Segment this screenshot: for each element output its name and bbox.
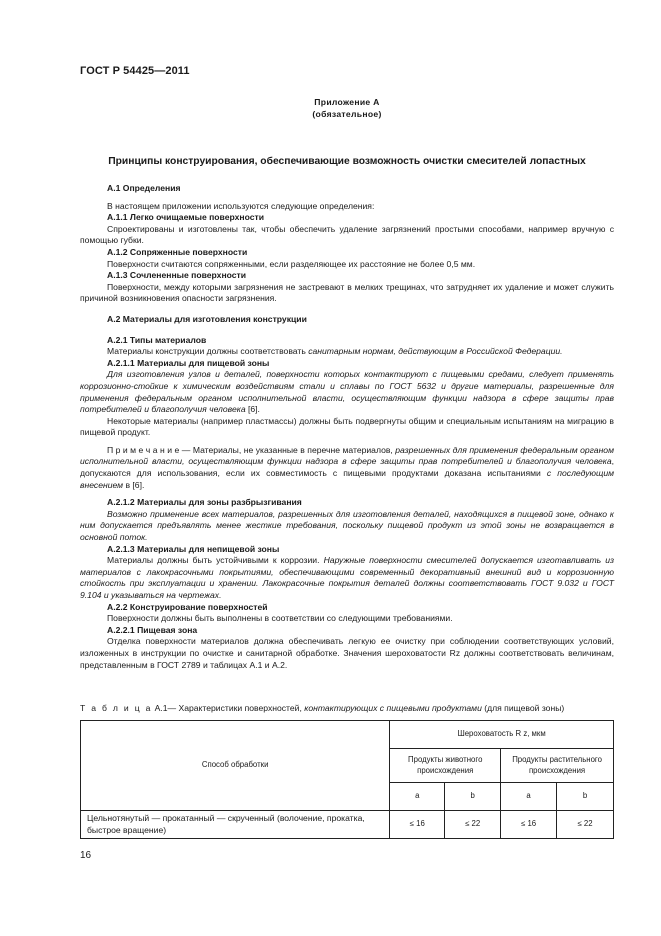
section-a1-heading: А.1 Определения [107,183,181,193]
section-a22-heading: А.2.2 Конструирование поверхностей [107,601,268,612]
page-number: 16 [80,850,92,861]
table-row [81,811,614,839]
section-a211-text2: Некоторые материалы (например пластмассы) должны быть подвергнуты общим и специальным испытаниям на миграцию в пищевой продукт. [80,415,614,438]
table-cell-value: ≤ 22 [557,811,614,839]
table-subheader-a: а [390,783,445,811]
section-a11-heading: А.1.1 Легко очищаемые поверхности [107,212,265,223]
table-header-roughness: Шероховатость R z, мкм [390,721,614,749]
table-caption-label: Т а б л и ц а [80,703,153,713]
section-a13-text: Поверхности, между которыми загрязнения не застревают в мелких трещинах, что затрудняет их удаление и может служить причиной возникновения опасности загрязнения. [80,281,614,304]
section-a11-text: Спроектированы и изготовлены так, чтобы обеспечить удаление загрязнений простыми способами, например вручную с помощью губки. [80,223,614,246]
table-header-method: Способ обработки [81,721,390,811]
section-a12-heading: А.1.2 Сопряженные поверхности [107,246,248,257]
table-cell-value: ≤ 16 [501,811,557,839]
section-a1-intro: В настоящем приложении используются следующие определения: [107,200,375,211]
section-a22-text: Поверхности должны быть выполнены в соответствии со следующими требованиями. [107,613,453,624]
note-label: П р и м е ч а н и е [107,444,180,455]
surface-characteristics-table [80,720,614,839]
section-a2-heading: А.2 Материалы для изготовления конструкции [107,313,307,324]
section-a211-text: Для изготовления узлов и деталей, поверхности которых контактируют с пищевыми средами, следует применять коррозионно-стойкие к химическим воздействиям стали и сплавы по ГОСТ 5632 и другие материалы, разрешенные для применения федеральным органом исполнительной власти, осуществляющим функции надзора в сфере защиты прав потребителей и благополучия человека [6]. [80,369,614,415]
section-a213-text: Материалы должны быть устойчивыми к коррозии. Наружные поверхности смесителей допускается изготавливать из материалов с лакокрасочными покрытиями, обеспечивающими современный декоративный внешний вид и коррозионную стойкость при эксплуатации и хранении. Лакокрасочные покрытия деталей должны соответствовать ГОСТ 9.032 и ГОСТ 9.104 и указываться на чертежах. [80,555,614,600]
section-a213-heading: А.2.1.3 Материалы для непищевой зоны [107,543,280,554]
note-paragraph: П р и м е ч а н и е — Материалы, не указанные в перечне материалов, разрешенных для применения федеральным органом исполнительной власти, осуществляющим функции надзора в сфере защиты прав потребителей и благополучия человека, допускаются для использования, если их совместимость с пищевыми продуктами доказана испытаниями с последующим внесением в [6]. [80,444,614,490]
section-a221-text: Отделка поверхности материалов должна обеспечивать легкую ее очистку при соблюдении соответствующих условий, изложенных в инструкции по очистке и санитарной обработке. Значения шероховатости Rz должны соответствовать величинам, представленным в ГОСТ 2789 и таблицах А.1 и А.2. [80,636,614,670]
table-header-animal-products: Продукты животного происхождения [390,749,501,783]
annex-heading [80,96,614,120]
main-title: Принципы конструирования, обеспечивающие возможность очистки смесителей лопастных [108,156,586,167]
section-a211-heading: А.2.1.1 Материалы для пищевой зоны [107,357,270,368]
table-subheader-b: b [557,783,614,811]
table-cell-value: ≤ 22 [445,811,501,839]
section-a12-text: Поверхности считаются сопряженными, если разделяющее их расстояние не более 0,5 мм. [107,258,476,269]
table-subheader-b: b [445,783,501,811]
document-body [80,183,614,671]
section-a21-heading: А.2.1 Типы материалов [107,334,207,345]
section-a21-text: Материалы конструкции должны соответствовать санитарным нормам, действующим в Российской Федерации. [107,346,563,357]
table-subheader-a: а [501,783,557,811]
table-header-plant-products: Продукты растительного происхождения [501,749,614,783]
section-a212-heading: А.2.1.2 Материалы для зоны разбрызгивания [107,497,302,508]
document-standard-code: ГОСТ Р 54425—2011 [80,65,190,77]
table-cell-value: ≤ 16 [390,811,445,839]
table-caption: Т а б л и ц а А.1— Характеристики поверхностей, контактирующих с пищевыми продуктами (для пищевой зоны) [80,703,565,713]
annex-status: (обязательное) [312,109,382,119]
table-cell-method: Цельнотянутый — прокатанный — скрученный (волочение, прокатка, быстрое вращение) [81,811,390,839]
section-a212-text: Возможно применение всех материалов, разрешенных для изготовления деталей, находящихся в пищевой зоне, однако к ним допускается предъявлять менее жесткие требования, поскольку пищевой продукт из этой зоны не возвращается в основной поток. [80,508,614,543]
section-a221-heading: А.2.2.1 Пищевая зона [107,624,198,635]
section-a13-heading: А.1.3 Сочлененные поверхности [107,270,247,281]
annex-title: Приложение А [314,97,380,107]
